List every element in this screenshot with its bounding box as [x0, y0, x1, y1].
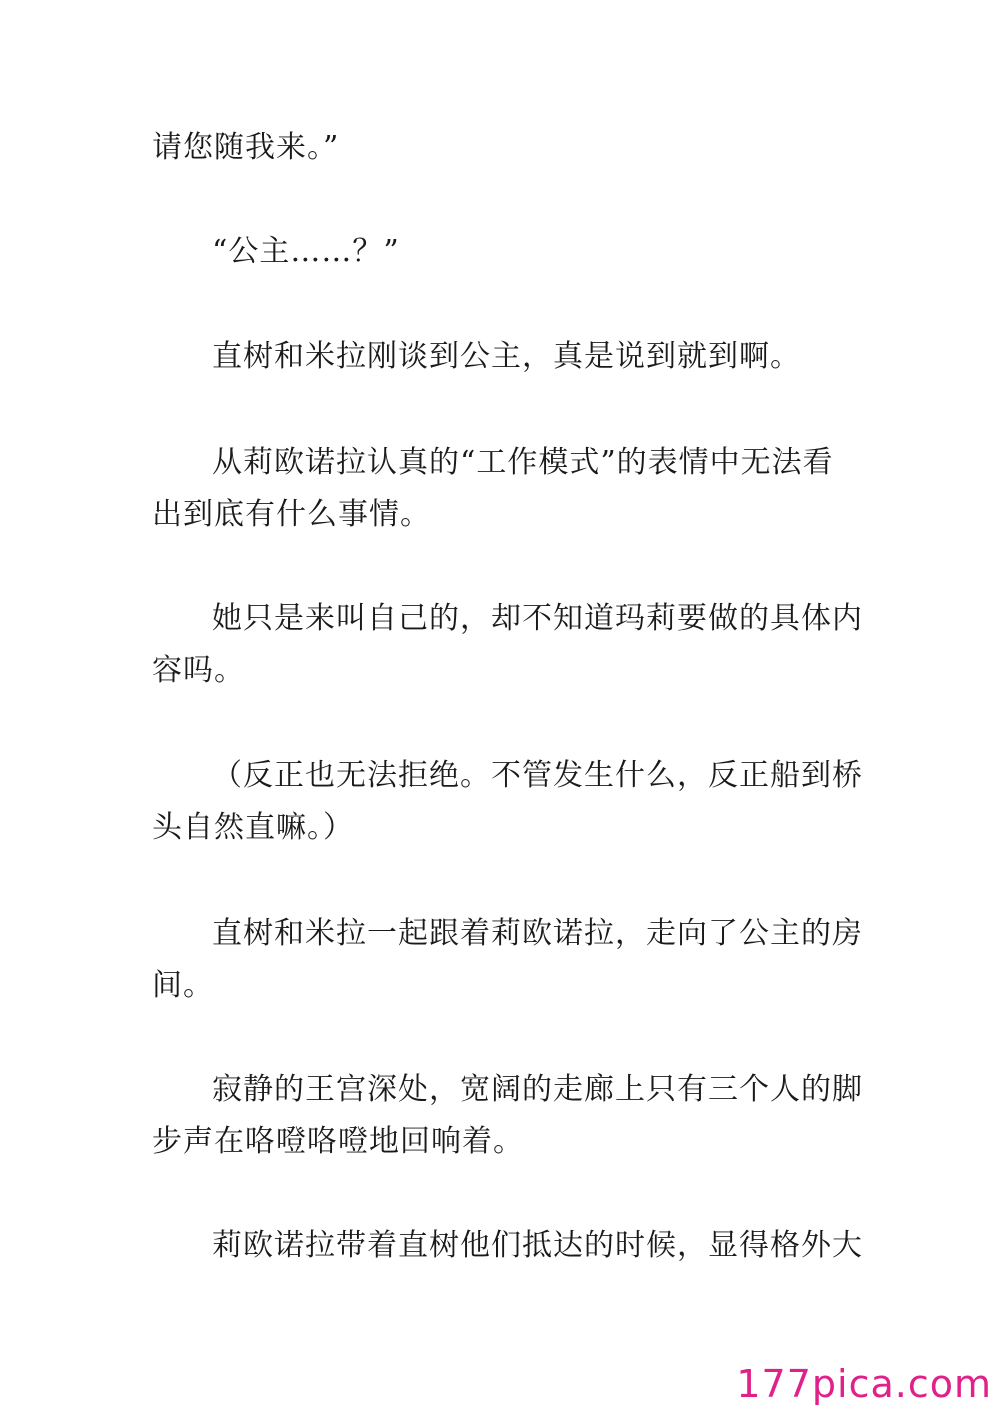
text-line: 请您随我来。” [152, 130, 340, 165]
text-line: 她只是来叫自己的，却不知道玛莉要做的具体内 [212, 601, 863, 636]
text-line: 莉欧诺拉带着直树他们抵达的时候，显得格外大 [212, 1228, 863, 1263]
text-line: 直树和米拉刚谈到公主，真是说到就到啊。 [212, 339, 801, 374]
text-line: 从莉欧诺拉认真的“工作模式”的表情中无法看 [212, 445, 834, 480]
text-line: 容吗。 [152, 653, 245, 688]
text-line: “公主……？” [212, 234, 400, 269]
text-line: 间。 [152, 968, 214, 1003]
text-line: 头自然直嘛。） [152, 810, 354, 845]
text-line: 步声在咯噔咯噔地回响着。 [152, 1124, 524, 1159]
site-watermark: 177pica.com [736, 1362, 992, 1406]
text-line: 直树和米拉一起跟着莉欧诺拉，走向了公主的房 [212, 916, 863, 951]
text-line: （反正也无法拒绝。不管发生什么，反正船到桥 [212, 758, 863, 793]
text-line: 出到底有什么事情。 [152, 497, 431, 532]
text-line: 寂静的王宫深处，宽阔的走廊上只有三个人的脚 [212, 1072, 863, 1107]
